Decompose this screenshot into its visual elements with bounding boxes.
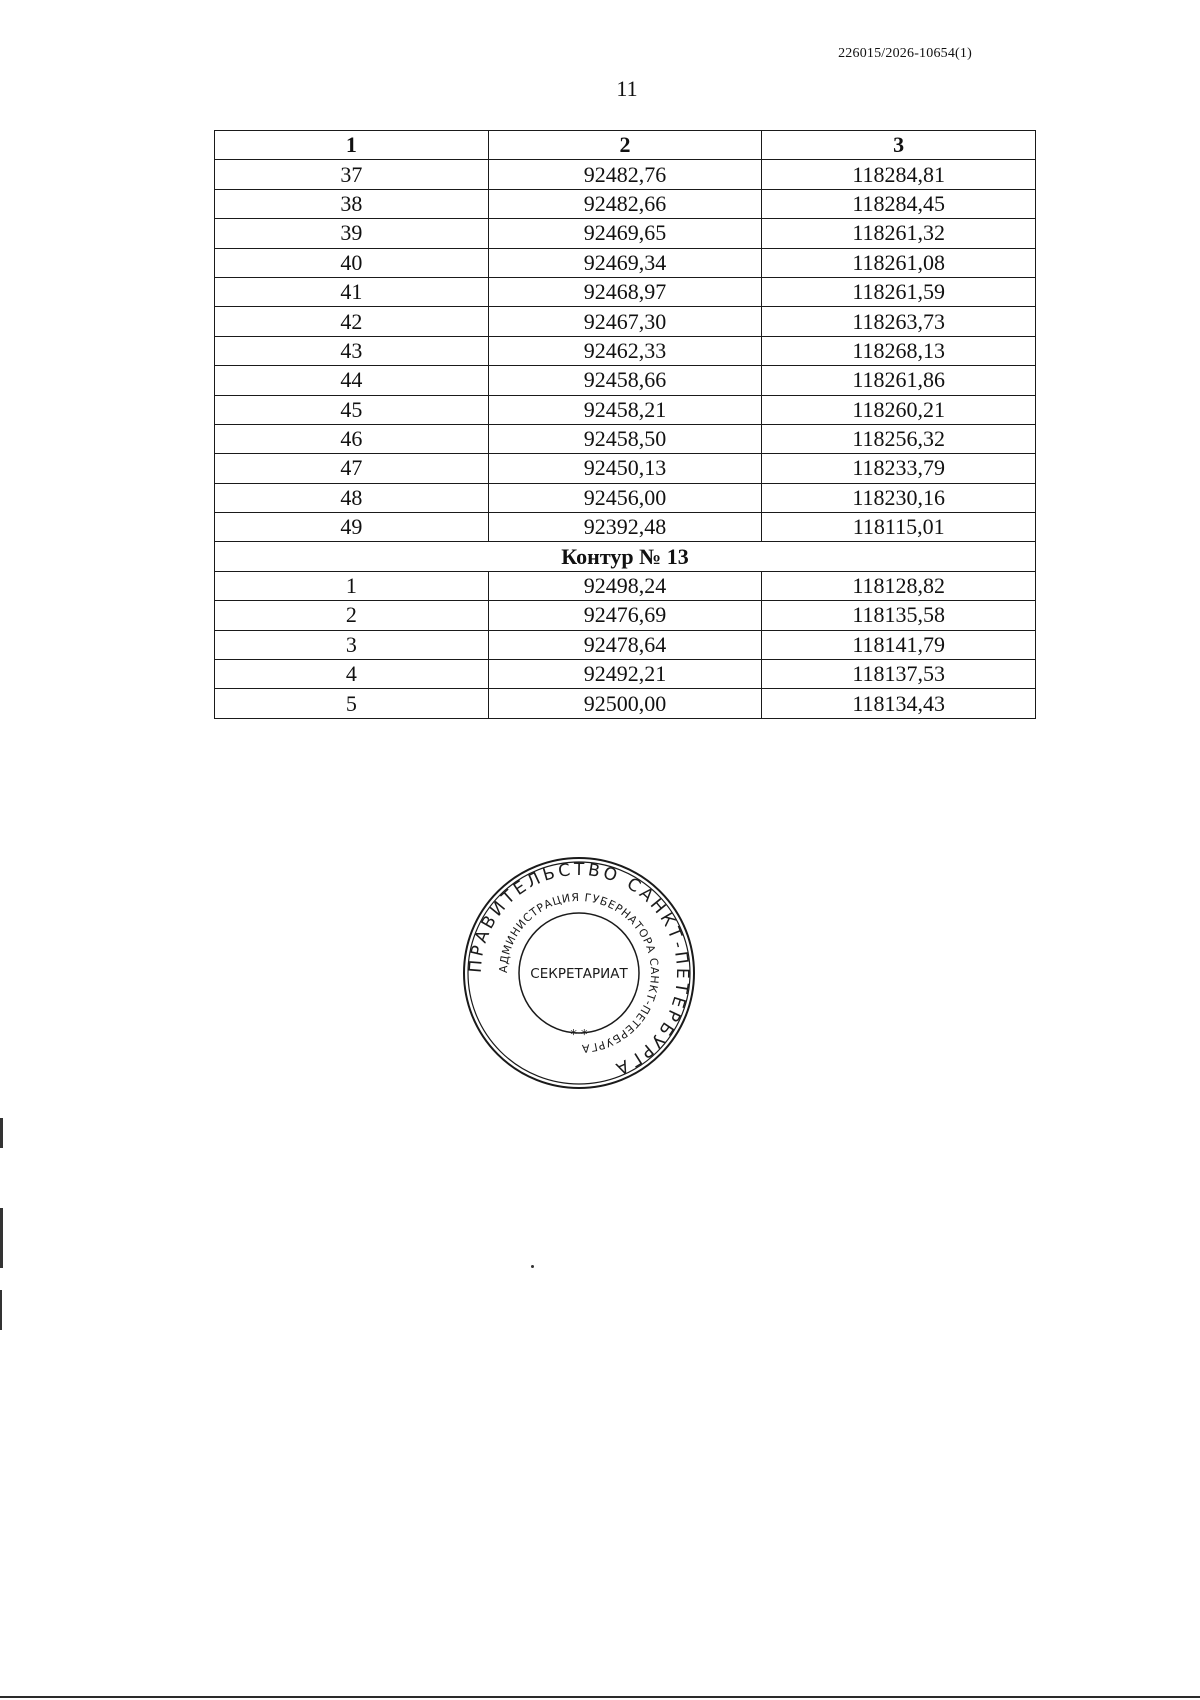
seal-stars: * *: [570, 1028, 588, 1043]
table-cell-col-2: 92450,13: [488, 454, 762, 483]
table-cell-col-2: 92458,50: [488, 424, 762, 453]
table-row: [215, 454, 1036, 483]
table-cell-col-1: 49: [215, 513, 489, 542]
seal-outer-text: ПРАВИТЕЛЬСТВО САНКТ-ПЕТЕРБУРГА: [465, 859, 693, 1080]
table-cell-col-2: 92476,69: [488, 601, 762, 630]
table-cell-col-1: 38: [215, 189, 489, 218]
table-cell-col-1: 47: [215, 454, 489, 483]
seal-center-text: СЕКРЕТАРИАТ: [530, 966, 628, 982]
table-cell-col-2: 92469,34: [488, 248, 762, 277]
table-cell-col-1: 45: [215, 395, 489, 424]
table-cell-col-3: 118256,32: [762, 424, 1036, 453]
table-cell-col-1: 42: [215, 307, 489, 336]
table-cell-col-2: 92462,33: [488, 336, 762, 365]
table-row: [215, 689, 1036, 718]
table-cell-col-3: 118284,45: [762, 189, 1036, 218]
table-row: [215, 483, 1036, 512]
table-cell-col-2: 92498,24: [488, 571, 762, 600]
header-cell-1: 1: [215, 131, 489, 160]
table-cell-col-1: 41: [215, 277, 489, 306]
coordinates-table: [214, 130, 1036, 719]
table-cell-col-3: 118135,58: [762, 601, 1036, 630]
table-cell-col-2: 92500,00: [488, 689, 762, 718]
table-row: [215, 630, 1036, 659]
table-cell-col-3: 118137,53: [762, 660, 1036, 689]
table-cell-col-1: 37: [215, 160, 489, 189]
table-cell-col-3: 118261,08: [762, 248, 1036, 277]
table-cell-col-2: 92456,00: [488, 483, 762, 512]
table-cell-col-3: 118230,16: [762, 483, 1036, 512]
table-cell-col-1: 3: [215, 630, 489, 659]
scan-edge-mark: [0, 1118, 3, 1148]
table-cell-col-1: 43: [215, 336, 489, 365]
table-cell-col-1: 5: [215, 689, 489, 718]
official-seal-stamp: [462, 856, 696, 1090]
table-row: [215, 189, 1036, 218]
table-body: [215, 160, 1036, 718]
table-cell-col-1: 40: [215, 248, 489, 277]
table-row: [215, 601, 1036, 630]
table-cell-col-2: 92469,65: [488, 219, 762, 248]
table-cell-col-3: 118263,73: [762, 307, 1036, 336]
table-row: [215, 219, 1036, 248]
scan-dot: [531, 1265, 534, 1268]
document-code: 226015/2026-10654(1): [838, 46, 972, 61]
table-cell-col-2: 92468,97: [488, 277, 762, 306]
table-cell-col-3: 118233,79: [762, 454, 1036, 483]
table-cell-col-3: 118134,43: [762, 689, 1036, 718]
scan-edge-mark: [0, 1290, 2, 1330]
table-row: [215, 307, 1036, 336]
table-cell-col-1: 1: [215, 571, 489, 600]
table-header-row: [215, 131, 1036, 160]
table-cell-col-3: 118261,59: [762, 277, 1036, 306]
table-cell-col-3: 118261,32: [762, 219, 1036, 248]
header-cell-3: 3: [762, 131, 1036, 160]
table-row: [215, 571, 1036, 600]
table-cell-col-1: 44: [215, 366, 489, 395]
table-row: [215, 160, 1036, 189]
table-row: [215, 366, 1036, 395]
table-cell-col-2: 92458,21: [488, 395, 762, 424]
section-title: Контур № 13: [215, 542, 1036, 571]
table-cell-col-2: 92392,48: [488, 513, 762, 542]
table-cell-col-1: 2: [215, 601, 489, 630]
table-row: [215, 277, 1036, 306]
table-cell-col-3: 118115,01: [762, 513, 1036, 542]
table-row: [215, 513, 1036, 542]
table-cell-col-1: 4: [215, 660, 489, 689]
table-cell-col-2: 92482,76: [488, 160, 762, 189]
table-row: [215, 660, 1036, 689]
table-cell-col-2: 92467,30: [488, 307, 762, 336]
table-cell-col-1: 39: [215, 219, 489, 248]
table-cell-col-2: 92478,64: [488, 630, 762, 659]
table-cell-col-3: 118141,79: [762, 630, 1036, 659]
section-row: [215, 542, 1036, 571]
table-row: [215, 336, 1036, 365]
table-cell-col-2: 92492,21: [488, 660, 762, 689]
table-cell-col-3: 118268,13: [762, 336, 1036, 365]
table-cell-col-1: 46: [215, 424, 489, 453]
table-cell-col-3: 118260,21: [762, 395, 1036, 424]
table-cell-col-2: 92458,66: [488, 366, 762, 395]
seal-inner-text: АДМИНИСТРАЦИЯ ГУБЕРНАТОРА САНКТ-ПЕТЕРБУРГА: [496, 890, 662, 1056]
table-row: [215, 248, 1036, 277]
page-bottom-edge: [0, 1696, 1200, 1698]
table-cell-col-1: 48: [215, 483, 489, 512]
header-cell-2: 2: [488, 131, 762, 160]
page-number: 11: [616, 76, 638, 101]
table-row: [215, 424, 1036, 453]
table-cell-col-2: 92482,66: [488, 189, 762, 218]
scan-edge-mark: [0, 1208, 3, 1268]
table-cell-col-3: 118261,86: [762, 366, 1036, 395]
table-cell-col-3: 118284,81: [762, 160, 1036, 189]
table-row: [215, 395, 1036, 424]
seal-graphic: [462, 856, 696, 1090]
table-cell-col-3: 118128,82: [762, 571, 1036, 600]
